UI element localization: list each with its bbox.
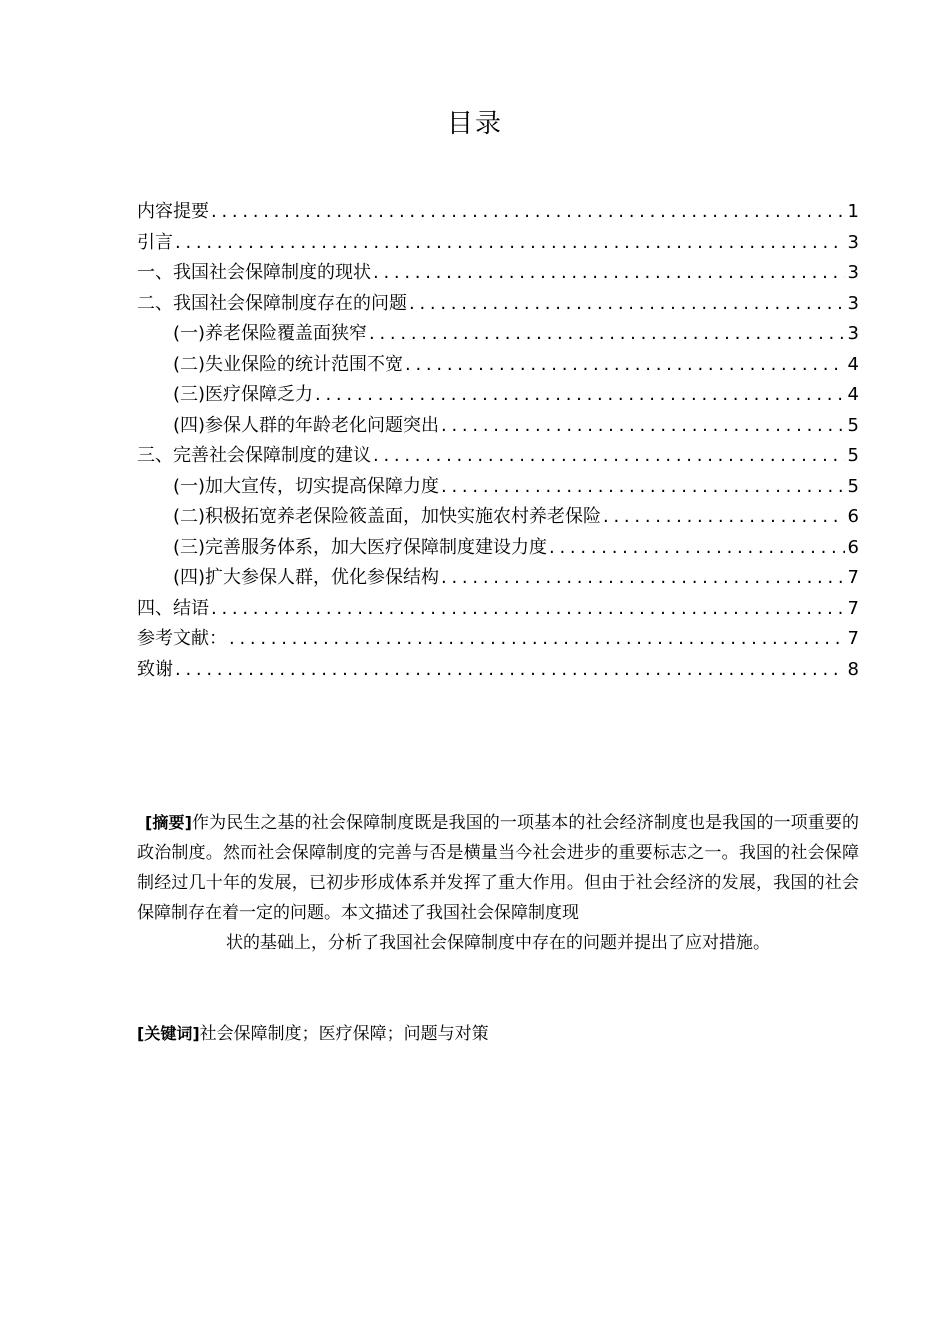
toc-dot-leader xyxy=(373,441,845,472)
toc-entry-page-number: 7 xyxy=(847,567,859,588)
toc-entry-page-number: 5 xyxy=(847,445,859,466)
toc-entry-label: 一、我国社会保障制度的现状 xyxy=(137,262,371,283)
toc-entry[interactable] xyxy=(137,350,859,381)
keywords-section xyxy=(137,1019,859,1049)
toc-entry[interactable] xyxy=(137,594,859,625)
toc-entry-label: (一)加大宣传，切实提高保障力度 xyxy=(173,475,440,497)
toc-entry-label: 三、完善社会保障制度的建议 xyxy=(137,445,371,466)
toc-entry-label: (三)完善服务体系，加大医疗保障制度建设力度 xyxy=(173,536,548,558)
toc-entry-page-number: 6 xyxy=(847,536,859,558)
toc-entry[interactable] xyxy=(137,258,859,289)
toc-entry[interactable] xyxy=(137,411,859,442)
toc-entry[interactable] xyxy=(137,533,859,564)
toc-entry[interactable] xyxy=(137,502,859,533)
abstract-section xyxy=(137,808,859,958)
toc-dot-leader xyxy=(441,411,845,442)
toc-entry-label: 致谢 xyxy=(137,658,173,680)
toc-entry-page-number: 7 xyxy=(847,597,859,619)
toc-entry-page-number: 6 xyxy=(847,506,859,527)
toc-entry[interactable] xyxy=(137,441,859,472)
toc-dot-leader xyxy=(603,502,845,533)
keywords-text: 社会保障制度；医疗保障；问题与对策 xyxy=(199,1024,489,1044)
toc-entry-page-number: 5 xyxy=(847,414,859,436)
toc-dot-leader xyxy=(549,533,845,564)
toc-entry-page-number: 3 xyxy=(847,262,859,283)
toc-entry[interactable] xyxy=(137,655,859,686)
toc-entry-page-number: 7 xyxy=(847,628,859,649)
toc-entry[interactable] xyxy=(137,563,859,594)
toc-dot-leader xyxy=(373,258,845,289)
toc-entry[interactable] xyxy=(137,289,859,320)
toc-title: 目录 xyxy=(446,109,503,139)
toc-entry-label: (二)积极拓宽养老保险筱盖面，加快实施农村养老保险 xyxy=(173,506,602,527)
abstract-last-line: 状的基础上，分析了我国社会保障制度中存在的问题并提出了应对措施。 xyxy=(226,933,770,953)
toc-dot-leader xyxy=(175,228,845,259)
toc-entry[interactable] xyxy=(137,228,859,259)
toc-entry-label: 引言 xyxy=(137,231,173,253)
toc-entry-label: (一)养老保险覆盖面狭窄 xyxy=(173,323,368,344)
toc-entry-label: (三)医疗保障乏力 xyxy=(173,384,314,405)
toc-entry[interactable] xyxy=(137,380,859,411)
table-of-contents xyxy=(137,197,859,685)
toc-dot-leader xyxy=(211,594,845,625)
toc-entry[interactable] xyxy=(137,197,859,228)
toc-dot-leader xyxy=(211,197,845,228)
toc-dot-leader xyxy=(175,655,845,686)
toc-entry-label: (四)参保人群的年龄老化问题突出 xyxy=(173,414,440,436)
toc-entry[interactable] xyxy=(137,624,859,655)
toc-dot-leader xyxy=(441,472,845,503)
toc-entry-label: (四)扩大参保人群，优化参保结构 xyxy=(173,567,440,588)
toc-entry-label: 内容提要 xyxy=(137,201,209,222)
toc-entry-page-number: 3 xyxy=(847,292,859,314)
toc-entry-label: 参考文献： xyxy=(137,628,227,649)
toc-entry-page-number: 4 xyxy=(847,353,859,375)
toc-dot-leader xyxy=(409,289,845,320)
toc-entry-page-number: 3 xyxy=(847,231,859,253)
toc-entry-page-number: 3 xyxy=(847,323,859,344)
toc-entry-label: 二、我国社会保障制度存在的问题 xyxy=(137,292,407,314)
toc-dot-leader xyxy=(405,350,845,381)
toc-dot-leader xyxy=(441,563,845,594)
toc-dot-leader xyxy=(229,624,845,655)
toc-entry-page-number: 1 xyxy=(847,201,859,222)
toc-entry-label: (二)失业保险的统计范围不宽 xyxy=(173,353,404,375)
toc-entry-page-number: 5 xyxy=(847,475,859,497)
toc-entry-label: 四、结语 xyxy=(137,597,209,619)
toc-entry-page-number: 4 xyxy=(847,384,859,405)
toc-entry[interactable] xyxy=(137,319,859,350)
keywords-label: [关键词] xyxy=(137,1024,200,1043)
toc-dot-leader xyxy=(369,319,845,350)
toc-entry-page-number: 8 xyxy=(847,658,859,680)
toc-dot-leader xyxy=(315,380,845,411)
abstract-paragraph xyxy=(137,808,859,928)
abstract-label: [摘要] xyxy=(145,813,192,832)
abstract-text: 作为民生之基的社会保障制度既是我国的一项基本的社会经济制度也是我国的一项重要的政治制度。然而社会保障制度的完善与否是横量当今社会进步的重要标志之一。我国的社会保障制经过几十年的发展，已初步形成体系并发挥了重大作用。但由于社会经济的发展，我国的社会保障制存在着一定的问题。本文描述了我国社会保障制度现 xyxy=(137,813,859,923)
toc-entry[interactable] xyxy=(137,472,859,503)
